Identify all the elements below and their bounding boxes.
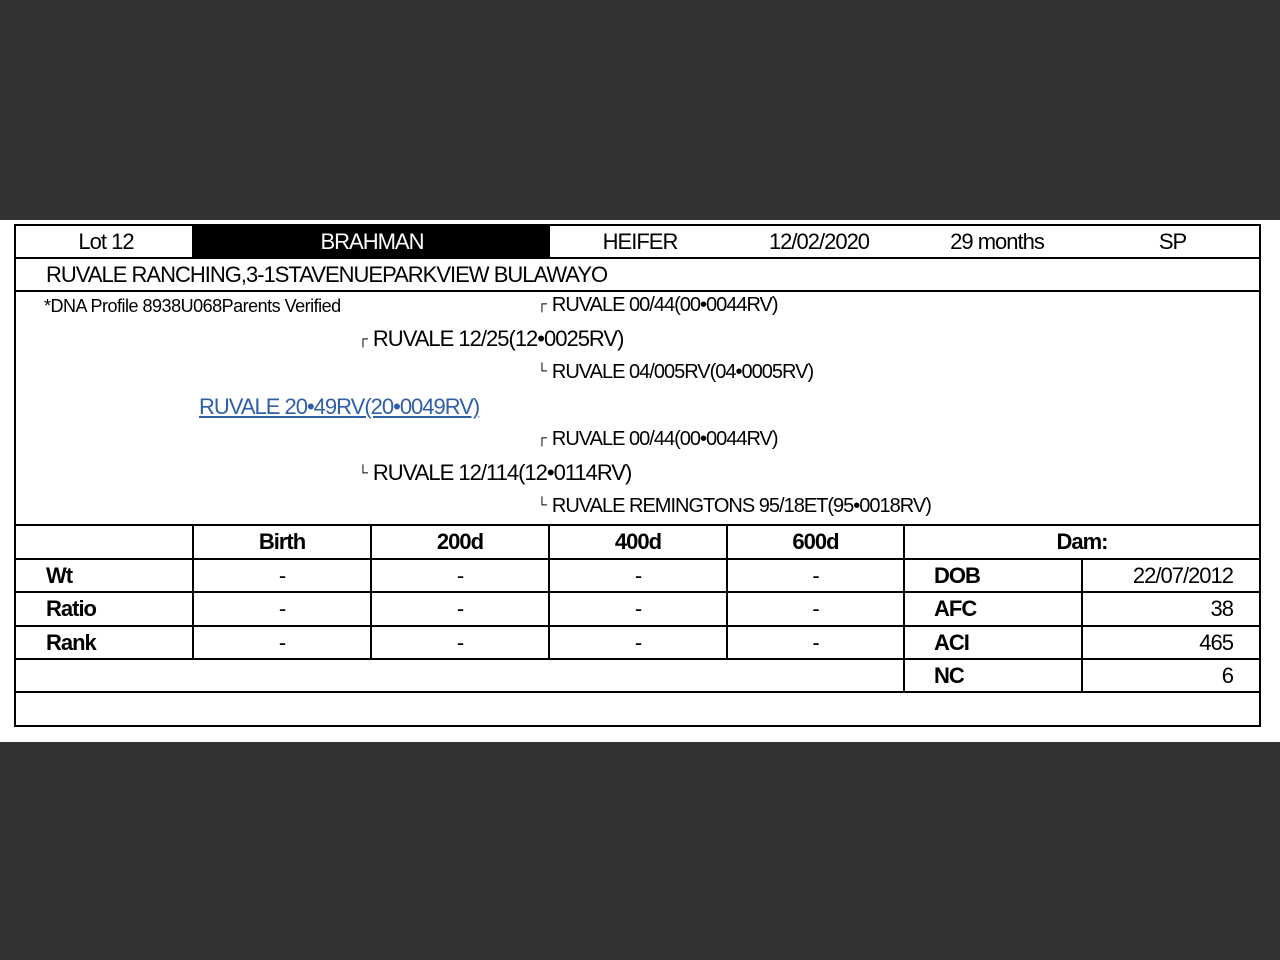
dam-label-afc: AFC	[934, 596, 977, 621]
rank-birth: -	[278, 629, 286, 655]
dam-label-aci: ACI	[934, 629, 969, 655]
rank-600d: -	[812, 629, 819, 655]
lot-card	[14, 224, 1261, 727]
column-header-600d: 600d	[792, 529, 839, 554]
owner-address: RUVALE RANCHING,3-1STAVENUEPARKVIEW BULAWAYO	[46, 261, 608, 287]
row-label-wt: Wt	[46, 562, 73, 588]
breed: BRAHMAN	[320, 228, 424, 254]
pedigree-dam-dam	[537, 495, 931, 518]
divider	[16, 290, 1259, 292]
rank-200d: -	[456, 629, 464, 655]
pedigree-sire-dam	[537, 361, 813, 384]
dam-value-nc: 6	[1221, 662, 1233, 688]
pedigree-dam-sire	[537, 428, 778, 451]
bracket-bottom-icon: └	[537, 362, 546, 378]
pedigree-sire-dam-name: RUVALE 04/005RV(04•0005RV)	[551, 361, 814, 383]
dam-header: Dam:	[1056, 529, 1108, 554]
pedigree-sire-sire	[537, 294, 778, 317]
pedigree-animal[interactable]	[199, 394, 479, 420]
animal-link[interactable]: RUVALE 20•49RV(20•0049RV)	[199, 394, 480, 419]
wt-600d: -	[812, 562, 819, 588]
dam-value-aci: 465	[1199, 629, 1233, 655]
bracket-top-icon: ┌	[358, 330, 367, 346]
lot-card-sheet	[0, 220, 1280, 742]
pedigree-sire	[358, 326, 623, 352]
bracket-bottom-icon: └	[537, 496, 546, 512]
dam-value-dob: 22/07/2012	[1132, 562, 1233, 588]
dam-label-nc: NC	[934, 662, 964, 688]
wt-birth: -	[278, 562, 286, 588]
pedigree-sire-name: RUVALE 12/25(12•0025RV)	[372, 326, 624, 351]
age: 29 months	[950, 228, 1044, 254]
ratio-600d: -	[812, 596, 819, 621]
pedigree-sire-sire-name: RUVALE 00/44(00•0044RV)	[551, 294, 778, 316]
dam-label-dob: DOB	[934, 562, 980, 588]
rank-400d: -	[634, 629, 642, 655]
pedigree-dam-name: RUVALE 12/114(12•0114RV)	[372, 460, 632, 485]
ratio-200d: -	[456, 596, 464, 621]
registration-code: SP	[1158, 228, 1187, 254]
column-header-birth: Birth	[258, 529, 306, 554]
column-header-400d: 400d	[614, 529, 662, 554]
lot-number: Lot 12	[78, 228, 134, 254]
row-label-ratio: Ratio	[46, 596, 96, 621]
dna-profile-note: *DNA Profile 8938U068Parents Verified	[44, 296, 341, 316]
pedigree-dam-sire-name: RUVALE 00/44(00•0044RV)	[551, 428, 778, 450]
dam-value-afc: 38	[1210, 596, 1233, 621]
ratio-400d: -	[634, 596, 642, 621]
bracket-bottom-icon: └	[358, 464, 367, 480]
ratio-birth: -	[278, 596, 286, 621]
column-header-200d: 200d	[436, 529, 484, 554]
bracket-top-icon: ┌	[537, 429, 546, 445]
wt-200d: -	[456, 562, 464, 588]
row-label-rank: Rank	[46, 629, 96, 655]
bracket-top-icon: ┌	[537, 295, 546, 311]
divider	[16, 691, 1259, 693]
date-of-birth: 12/02/2020	[768, 228, 870, 254]
pedigree-dam-dam-name: RUVALE REMINGTONS 95/18ET(95•0018RV)	[551, 495, 931, 517]
wt-400d: -	[634, 562, 642, 588]
sex: HEIFER	[602, 228, 678, 254]
pedigree-dam	[358, 460, 631, 486]
